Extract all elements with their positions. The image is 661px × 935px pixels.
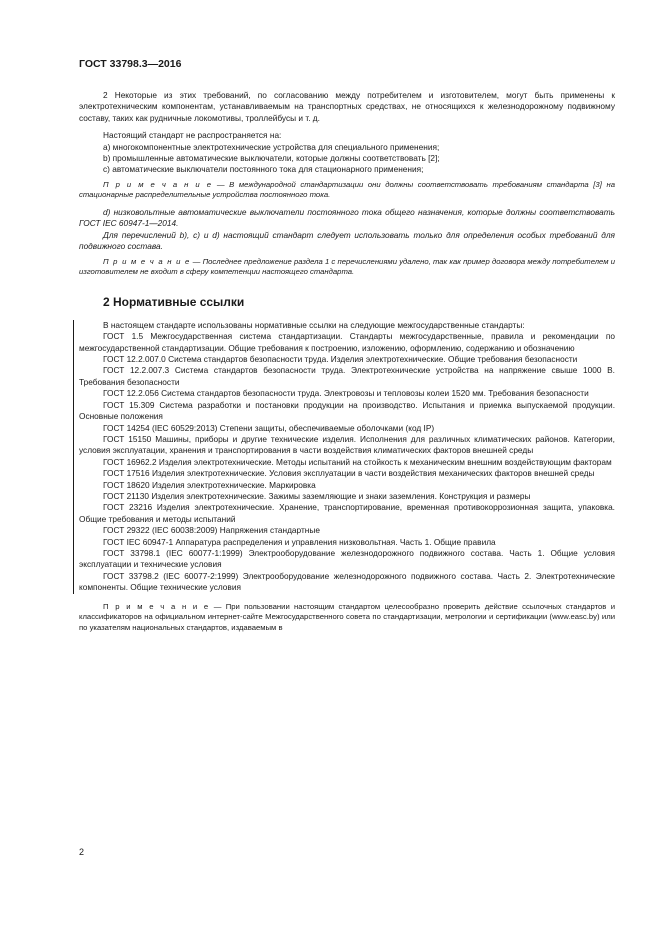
note-1-label: П р и м е ч а н и е <box>103 179 213 189</box>
reference-item: ГОСТ 14254 (IEC 60529:2013) Степени защиты, обеспечиваемые оболочками (код IP) <box>103 422 435 433</box>
note-2-label: П р и м е ч а н и е <box>103 256 191 266</box>
reference-item: ГОСТ 23216 Изделия электротехнические. Хранение, транспортирование, временная противокоррозионная защита, упаковка. Общие требования и методы испытаний <box>79 502 615 524</box>
reference-item: ГОСТ 18620 Изделия электротехнические. Маркировка <box>103 479 316 490</box>
page-content <box>79 90 615 633</box>
list-item-d-remark: Для перечислений b), c) и d) настоящий стандарт следует использовать только для определения особых требований для подвижного состава. <box>79 229 615 252</box>
reference-item: ГОСТ 1.5 Межгосударственная система стандартизации. Стандарты межгосударственные, правила и рекомендации по межгосударственной стандартизации. Общие требования к построению, изложению, оформлению, содержанию и обозначению <box>79 331 615 353</box>
normative-references-block <box>79 320 615 594</box>
reference-item: ГОСТ 12.2.007.3 Система стандартов безопасности труда. Электротехнические устройства на напряжение свыше 1000 В. Требования безопасности <box>79 365 615 387</box>
note-3 <box>79 602 615 634</box>
note-3-label: П р и м е ч а н и е <box>103 601 210 611</box>
note-2-text: — Последнее предложение раздела 1 с перечислениями удалено, так как пример договора между потребителем и изготовителем не входит в сферу компетенции настоящего стандарта. <box>79 256 615 277</box>
list-item-c: c) автоматические выключатели постоянного тока для стационарного применения; <box>103 164 424 175</box>
list-item-d: d) низковольтные автоматические выключатели постоянного тока общего назначения, которые должны соответствовать ГОСТ IEC 60947-1—2014. <box>79 207 615 229</box>
references-lead: В настоящем стандарте использованы нормативные ссылки на следующие межгосударственные стандарты: <box>103 319 525 330</box>
change-bar <box>73 320 74 594</box>
reference-item: ГОСТ IEC 60947-1 Аппаратура распределения и управления низковольтная. Часть 1. Общие правила <box>103 536 496 547</box>
reference-item: ГОСТ 12.2.007.0 Система стандартов безопасности труда. Изделия электротехнические. Общие требования безопасности <box>103 354 578 365</box>
reference-item: ГОСТ 29322 (IEC 60038:2009) Напряжения стандартные <box>103 525 320 536</box>
reference-item: ГОСТ 21130 Изделия электротехнические. Зажимы заземляющие и знаки заземления. Конструкция и размеры <box>103 490 531 501</box>
reference-item: ГОСТ 17516 Изделия электротехнические. Условия эксплуатации в части воздействия механических факторов внешней среды <box>103 468 595 479</box>
note-1-text: — В международной стандартизации они должны соответствовать требованиям стандарта [3] на стационарные распределительные устройства постоянного тока. <box>79 179 615 200</box>
page-number: 2 <box>79 847 85 857</box>
reference-item: ГОСТ 12.2.056 Система стандартов безопасности труда. Электровозы и тепловозы колеи 1520 мм. Требования безопасности <box>103 388 589 399</box>
note-2 <box>79 257 615 278</box>
reference-item: ГОСТ 33798.2 (IEC 60077-2:1999) Электрооборудование железнодорожного подвижного состава. Часть 2. Электротехнические компоненты. Общие технические условия <box>79 570 615 593</box>
note-3-text: — При пользовании настоящим стандартом целесообразно проверить действие ссылочных стандартов и классификаторов на официальном интернет-сайте Межгосударственного совета по стандартизации, метрологии и сертификации (www.easc.by) или по указателям национальных стандартов, издаваемым в <box>79 601 615 632</box>
reference-item: ГОСТ 33798.1 (IEC 60077-1:1999) Электрооборудование железнодорожного подвижного состава. Часть 1. Общие условия эксплуатации и технические условия <box>79 547 615 570</box>
document-code: ГОСТ 33798.3—2016 <box>79 58 182 70</box>
list-item-b: b) промышленные автоматические выключатели, которые должны соответствовать [2]; <box>103 153 440 164</box>
list-item-a: a) многокомпонентные электротехнические устройства для специального применения; <box>103 141 440 152</box>
reference-item: ГОСТ 16962.2 Изделия электротехнические. Методы испытаний на стойкость к механическим внешним воздействующим факторам <box>103 456 612 467</box>
reference-item: ГОСТ 15.309 Система разработки и постановки продукции на производство. Испытания и приемка выпускаемой продукции. Основные положения <box>79 399 615 422</box>
intro-paragraph-2: 2 Некоторые из этих требований, по согласованию между потребителем и изготовителем, могут быть применены к электротехническим компонентам, устанавливаемым на транспортных средствах, не относящихся к железнодорожному подвижному составу, таких как рудничные локомотивы, троллейбусы и т. д. <box>79 90 615 123</box>
note-1 <box>79 180 615 201</box>
reference-item: ГОСТ 15150 Машины, приборы и другие технические изделия. Исполнения для различных климатических районов. Категории, условия эксплуатации, хранения и транспортирования в части воздействия климатических факторов внешней среды <box>79 433 615 456</box>
not-applies-lead: Настоящий стандарт не распространяется на: <box>103 130 282 141</box>
section-2-title: 2 Нормативные ссылки <box>103 294 245 309</box>
